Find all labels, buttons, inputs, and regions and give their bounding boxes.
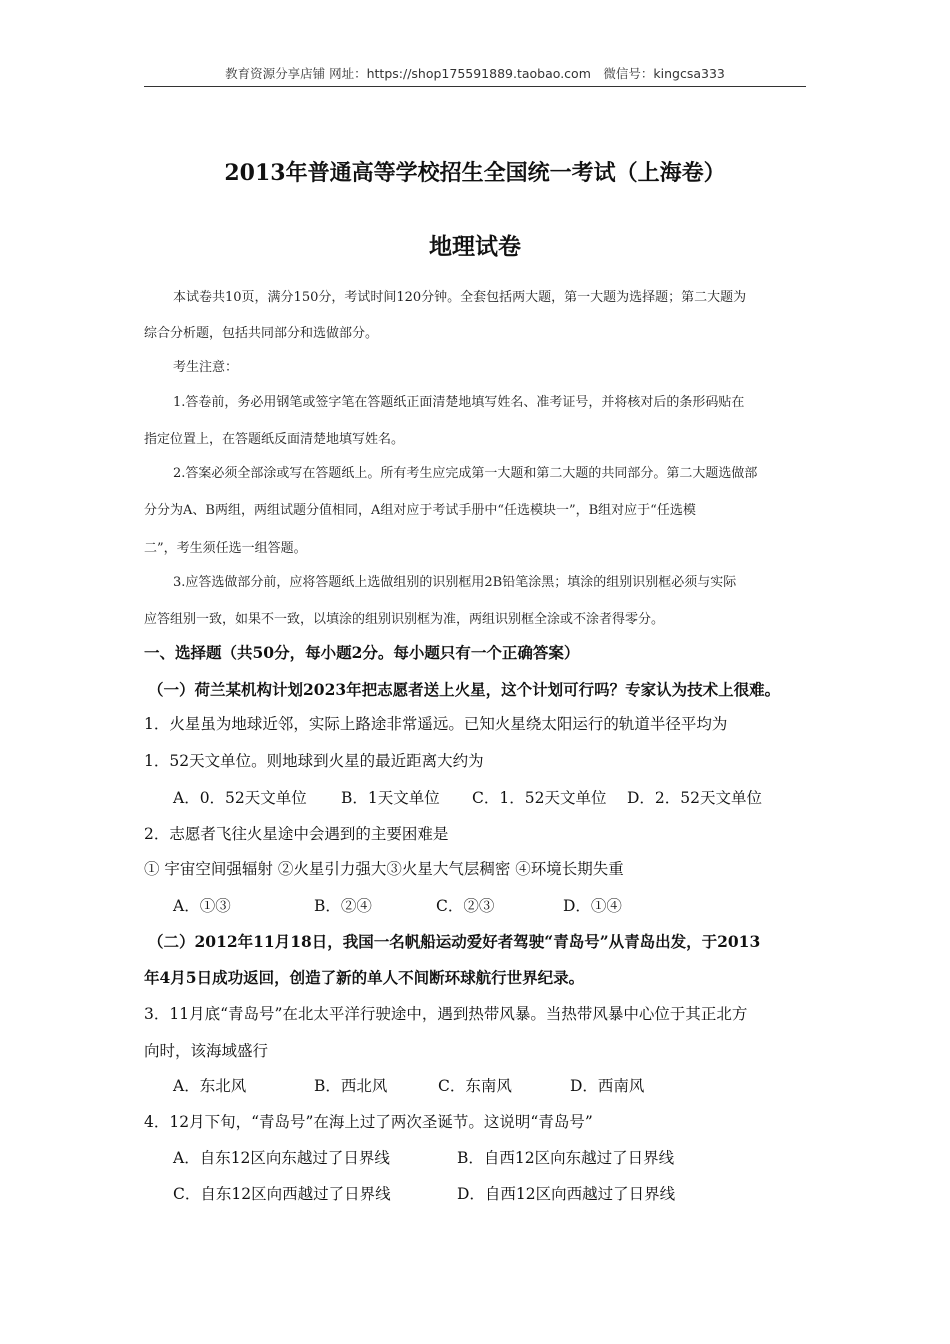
option-b: B．西北风: [314, 1077, 388, 1095]
notice-item: 二”，考生须任选一组答题。: [144, 541, 307, 556]
option-c: C．自东12区向西越过了日界线: [173, 1185, 391, 1203]
intro-line: 本试卷共10页，满分150分，考试时间120分钟。全套包括两大题，第一大题为选择题；第二大题为: [173, 290, 747, 305]
section-heading: 一、选择题（共50分，每小题2分。每小题只有一个正确答案）: [144, 643, 580, 662]
option-c: C．②③: [436, 897, 495, 915]
question-3-cont: 向时，该海域盛行: [144, 1042, 269, 1060]
exam-title: 2013年普通高等学校招生全国统一考试（上海卷）: [224, 160, 726, 186]
exam-subtitle: 地理试卷: [429, 233, 521, 260]
option-d: D．2．52天文单位: [627, 789, 763, 807]
intro-line: 综合分析题，包括共同部分和选做部分。: [144, 326, 379, 341]
option-d: D．自西12区向西越过了日界线: [457, 1185, 676, 1203]
group-heading: （二）2012年11月18日，我国一名帆船运动爱好者驾驶“青岛号”从青岛出发，于2013: [148, 932, 761, 951]
page-header: 教育资源分享店铺 网址：https://shop175591889.taobao.com 微信号：kingcsa333: [144, 64, 806, 87]
option-b: B．②④: [314, 897, 372, 915]
notice-heading: 考生注意：: [173, 360, 239, 375]
question-3: 3．11月底“青岛号”在北太平洋行驶途中，遇到热带风暴。当热带风暴中心位于其正北方: [144, 1005, 748, 1023]
question-1: 1．火星虽为地球近邻，实际上路途非常遥远。已知火星绕太阳运行的轨道半径平均为: [144, 715, 728, 733]
notice-item: 应答组别一致，如果不一致，以填涂的组别识别框为准，两组识别框全涂或不涂者得零分。: [144, 612, 665, 627]
question-4: 4．12月下旬，“青岛号”在海上过了两次圣诞节。这说明“青岛号”: [144, 1113, 593, 1131]
option-c: C．东南风: [438, 1077, 512, 1095]
question-2-items: ① 宇宙空间强辐射 ②火星引力强大③火星大气层稠密 ④环境长期失重: [144, 860, 624, 878]
option-c: C．1．52天文单位: [472, 789, 607, 807]
question-1-cont: 1．52天文单位。则地球到火星的最近距离大约为: [144, 752, 484, 770]
notice-item: 3.应答选做部分前，应将答题纸上选做组别的识别框用2B铅笔涂黑；填涂的组别识别框必须与实际: [173, 575, 737, 590]
option-d: D．①④: [563, 897, 622, 915]
notice-item: 1.答卷前，务必用钢笔或签字笔在答题纸正面清楚地填写姓名、准考证号，并将核对后的条形码贴在: [173, 395, 745, 410]
option-a: A．东北风: [173, 1077, 247, 1095]
option-a: A．①③: [173, 897, 231, 915]
notice-item: 指定位置上，在答题纸反面清楚地填写姓名。: [144, 432, 405, 447]
option-b: B．自西12区向东越过了日界线: [457, 1149, 675, 1167]
group-heading-cont: 年4月5日成功返回，创造了新的单人不间断环球航行世界纪录。: [144, 968, 585, 987]
option-a: A．自东12区向东越过了日界线: [173, 1149, 390, 1167]
option-a: A．0．52天文单位: [173, 789, 307, 807]
question-2: 2．志愿者飞往火星途中会遇到的主要困难是: [144, 825, 449, 843]
group-heading: （一）荷兰某机构计划2023年把志愿者送上火星，这个计划可行吗？专家认为技术上很难。: [148, 680, 781, 699]
notice-item: 2.答案必须全部涂或写在答题纸上。所有考生应完成第一大题和第二大题的共同部分。第二大题选做部: [173, 466, 758, 481]
option-d: D．西南风: [570, 1077, 645, 1095]
option-b: B．1天文单位: [341, 789, 440, 807]
notice-item: 分分为A、B两组，两组试题分值相同，A组对应于考试手册中“任选模块一”，B组对应于“任选模: [144, 503, 696, 518]
